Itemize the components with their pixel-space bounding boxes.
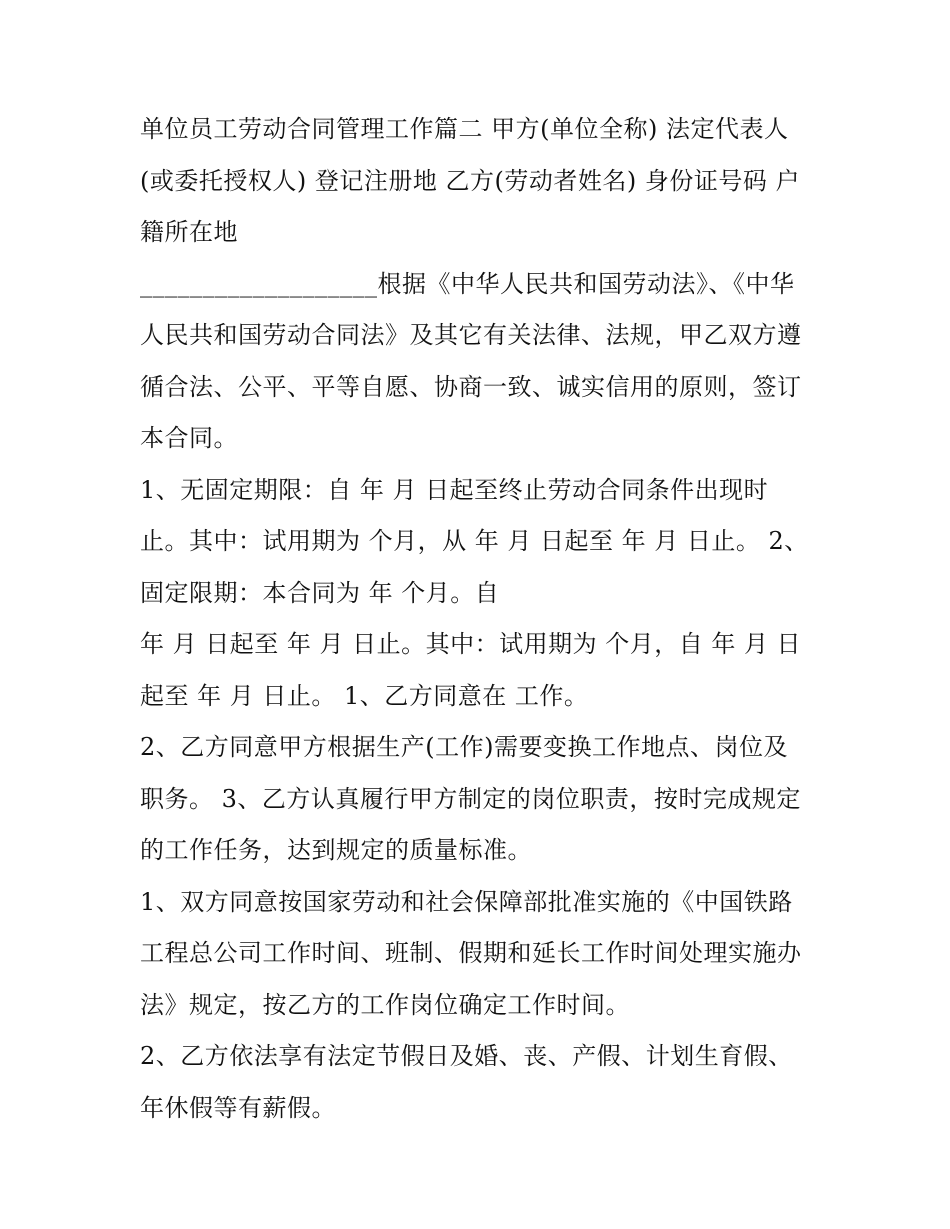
text-line: 职务。 3、乙方认真履行甲方制定的岗位职责，按时完成规定 — [140, 784, 801, 813]
text-line: 循合法、公平、平等自愿、协商一致、诚实信用的原则，签订 — [140, 372, 802, 401]
text-line: 2、乙方依法享有法定节假日及婚、丧、产假、计划生育假、 — [140, 1042, 793, 1070]
text-line: ___________________根据《中华人民共和国劳动法》、《中华 — [140, 269, 795, 298]
text-line: 年 月 日起至 年 月 日止。其中：试用期为 个月，自 年 月 日 — [140, 630, 802, 658]
text-line: 单位员工劳动合同管理工作篇二 甲方(单位全称) 法定代表人 — [140, 115, 789, 143]
text-line: 1、双方同意按国家劳动和社会保障部批准实施的《中国铁路 — [140, 887, 793, 916]
text-line: 年休假等有薪假。 — [140, 1093, 336, 1122]
text-line: 工程总公司工作时间、班制、假期和延长工作时间处理实施办 — [140, 939, 802, 967]
text-line: 2、乙方同意甲方根据生产(工作)需要变换工作地点、岗位及 — [140, 733, 788, 761]
text-line: 本合同。 — [140, 424, 238, 452]
text-line: (或委托授权人) 登记注册地 乙方(劳动者姓名) 身份证号码 户 — [140, 166, 800, 195]
text-line: 的工作任务，达到规定的质量标准。 — [140, 836, 532, 864]
text-line: 1、无固定期限：自 年 月 日起至终止劳动合同条件出现时 — [140, 475, 769, 504]
text-line: 固定限期：本合同为 年 个月。自 — [140, 578, 500, 607]
text-line: 起至 年 月 日止。 1、乙方同意在 工作。 — [140, 681, 589, 710]
text-line: 止。其中：试用期为 个月，从 年 月 日起至 年 月 日止。 2、 — [140, 527, 809, 555]
text-line: 法》规定，按乙方的工作岗位确定工作时间。 — [140, 990, 630, 1019]
text-line: 人民共和国劳动合同法》及其它有关法律、法规，甲乙双方遵 — [140, 321, 802, 349]
text-line: 籍所在地 — [140, 218, 238, 246]
document-body — [140, 104, 820, 1134]
